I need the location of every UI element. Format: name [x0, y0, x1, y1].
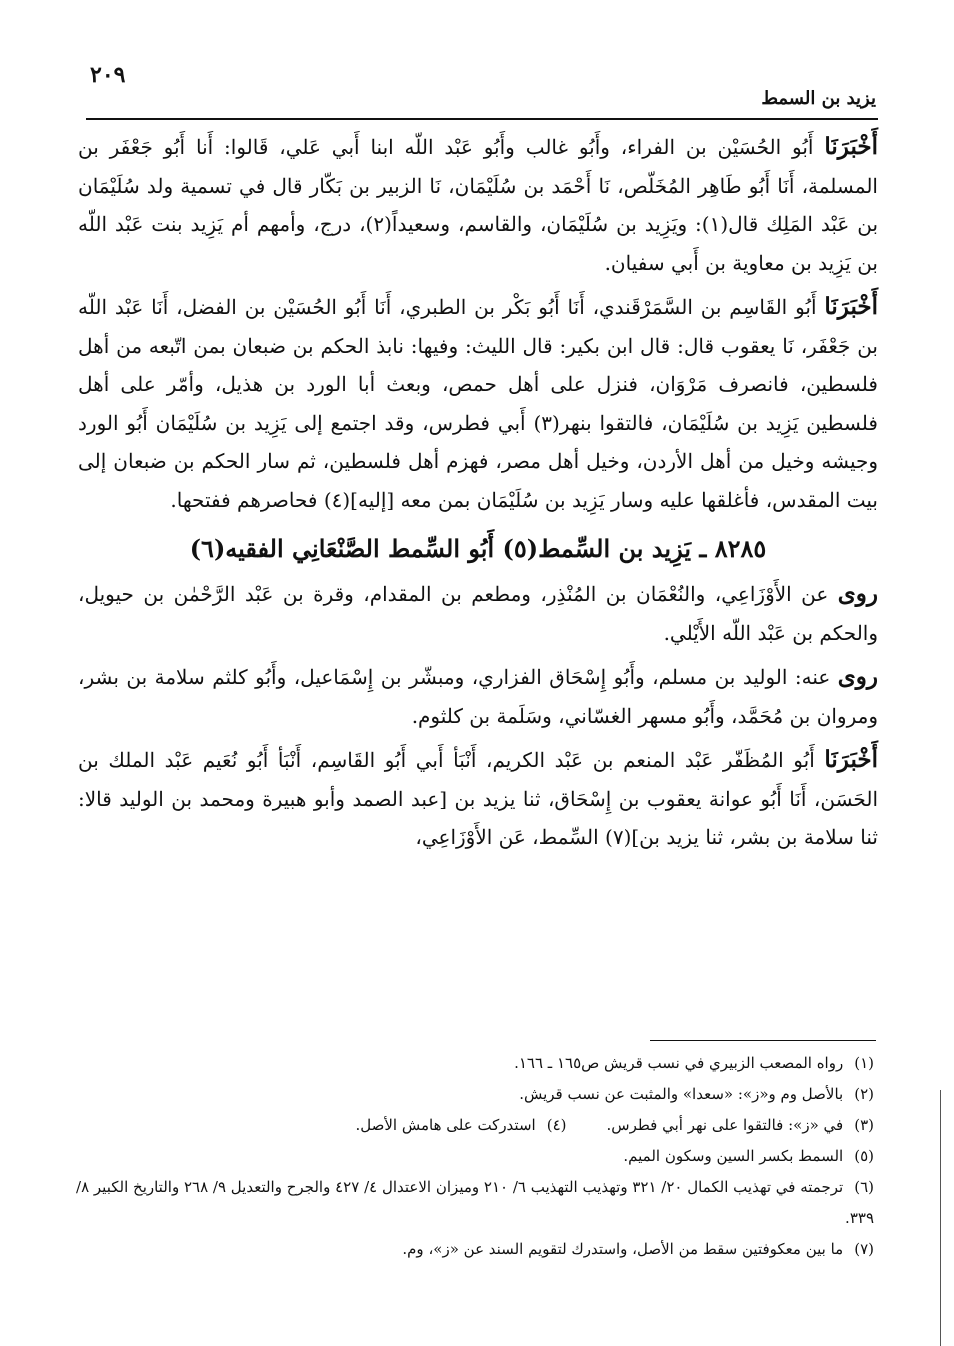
footnote — [70, 1141, 874, 1172]
header-rule — [86, 118, 878, 120]
paragraph — [78, 658, 878, 735]
footnote-text: بالأصل وم و«ز»: «سعدا» والمثبت عن نسب قريش. — [519, 1085, 844, 1103]
paragraph — [78, 128, 878, 282]
paragraph-lead: روى — [837, 663, 878, 690]
footnote — [606, 1110, 874, 1141]
footnote-text: في «ز»: فالتقوا على نهر أبي فطرس. — [606, 1116, 844, 1134]
footnote-text: ترجمته في تهذيب الكمال ٢٠/ ٣٢١ وتهذيب التهذيب ٦/ ٢١٠ وميزان الاعتدال ٤/ ٤٢٧ والجرح والتعديل ٩/ ٢٦٨ والتاريخ الكبير ٨/ ٣٣٩. — [76, 1178, 874, 1227]
footnote — [70, 1079, 874, 1110]
paragraph — [78, 741, 878, 857]
paragraph-lead: أَخْبَرَنَا — [824, 293, 879, 320]
footnote — [70, 1048, 874, 1079]
footnote-number: (١) — [854, 1054, 874, 1072]
main-text — [78, 128, 878, 857]
footnote-number: (٣) — [854, 1116, 874, 1134]
footnote-number: (٥) — [854, 1147, 874, 1165]
paragraph-text: عن الأَوْزَاعِي، والنُعْمَان بن المُنْذِر، ومطعم بن المقدام، وقرة بن عَبْد الرَّحْمٰن بن حيويل، والحكم بن عَبْد اللّه الأَيْلي. — [78, 582, 878, 645]
running-head: يزيد بن السمط — [761, 88, 876, 109]
footnote — [356, 1110, 567, 1141]
footnote-text: استدركت على هامش الأصل. — [355, 1116, 536, 1134]
paragraph-text: أَبُو المُظَفّر عَبْد المنعم بن عَبْد الكريم، أَنْبَأ أَبي أَبُو القَاسِم، أَنْبَأ أَبُو نُعَيم عَبْد الملك بن الحَسَن، أَنَا أَبُو عوانة يعقوب بن إِسْحَاق، ثنا يزيد بن [عبد الصمد وأبو هبيرة ومحمد بن الوليد قالا: ثنا سلامة بن بشر، ثنا يزيد بن](٧) السِّمط، عَن الأَوْزَاعِي، — [78, 748, 878, 849]
entry-title: ٨٢٨٥ ـ يَزِيد بن السِّمط(٥) أَبُو السِّمط الصَّنْعَانِي الفقيه(٦) — [189, 534, 767, 563]
footnote — [70, 1234, 874, 1265]
footnote-number: (٤) — [546, 1116, 567, 1134]
footnote-text: ما بين معكوفتين سقط من الأصل، واستدرك لتقويم السند عن «ز»، وم. — [402, 1240, 844, 1258]
footnote-rule — [650, 1040, 876, 1041]
paragraph-text: عنه: الوليد بن مسلم، وأَبُو إِسْحَاق الفزاري، ومبشّر بن إِسْمَاعيل، وأَبُو كلثم سلامة بن بشر، ومروان بن مُحَمَّد، وأَبُو مسهر الغسّاني، وسَلَمة بن كلثوم. — [78, 665, 878, 728]
page-number: ٢٠٩ — [90, 62, 126, 88]
footnote — [70, 1172, 874, 1234]
footnote-row — [70, 1110, 874, 1141]
paragraph — [78, 288, 878, 519]
footnote-number: (٧) — [854, 1240, 874, 1258]
footnote-number: (٢) — [854, 1085, 874, 1103]
paragraph — [78, 575, 878, 652]
footnote-text: السمط بكسر السين وسكون الميم. — [623, 1147, 844, 1165]
footnote-text: رواه المصعب الزبيري في نسب قريش ص١٦٥ ـ ١٦٦. — [514, 1054, 844, 1072]
paragraph-lead: أَخْبَرَنَا — [824, 133, 878, 160]
paragraph-text: أَبُو الحُسَيْن بن الفراء، وأَبُو غالب وأَبُو عَبْد اللّه ابنا أَبي عَلي، قَالوا: أَنا أَبُو جَعْفَر بن المسلمة، أَنَا أَبُو طَاهِر المُخَلّص، نَا أَحْمَد بن سُلَيْمَان، نَا الزبير بن بَكّار قال في تسمية ولد سُلَيْمَان بن عَبْد المَلِك قال(١): ويَزِيد بن سُلَيْمَان، والقاسم، وسعيداً(٢)، درج، وأمهم أم يَزِيد بنت عَبْد اللّه بن يَزِيد بن معاوية بن أَبي سفيان. — [78, 135, 879, 275]
paragraph-text: أَبُو القَاسِم بن السَّمَرْقَندي، أَنَا أَبُو بَكْر بن الطبري، أَنَا أَبُو الحُسَيْن بن الفضل، أَنَا عَبْد اللّه بن جَعْفَر، نَا يعقوب قال: قال ابن بكير: قال الليث: وفيها: نابذ الحكم بن ضبعان بمن اتّبعه من أهل فلسطين، فانصرف مَرْوَان، فنزل على أهل حمص، وبعث أبا الورد بن هذيل، وأمّر على أهل فلسطين يَزِيد بن سُلَيْمَان، فالتقوا بنهر(٣) أَبي فطرس، وقد اجتمع إلى يَزِيد بن سُلَيْمَان أَبُو الورد وجيشه وخيل من أهل الأردن، وخيل أهل مصر، فهزم أهل فلسطين، ثم سار الحكم بن ضبعان إلى بيت المقدس، فأغلقها عليه وسار يَزِيد بن سُلَيْمَان بمن معه [إليه](٤) فحاصرهم ففتحها. — [78, 295, 878, 512]
footnote-number: (٦) — [854, 1178, 874, 1196]
footnotes — [70, 1048, 874, 1265]
scan-margin-line — [940, 1090, 941, 1346]
paragraph-lead: أَخْبَرَنَا — [824, 746, 878, 773]
paragraph-lead: روى — [837, 580, 878, 607]
